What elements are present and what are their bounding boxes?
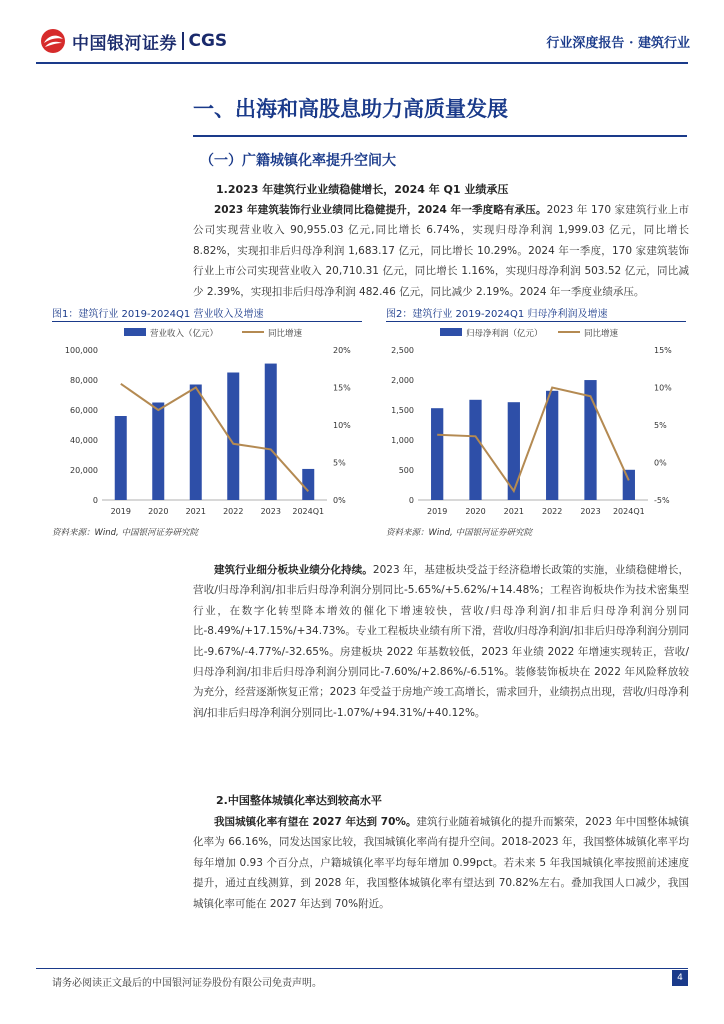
fig2-growth-line (437, 388, 629, 492)
fig1-y-right-tick: 10% (333, 421, 351, 430)
fig1-y-right-tick: 20% (333, 346, 351, 355)
galaxy-logo-icon (40, 28, 66, 54)
fig1-bar-2019 (115, 416, 127, 500)
logo-separator (182, 32, 184, 50)
logo-english-name: CGS (188, 31, 228, 51)
fig2-y-right-tick: 0% (654, 458, 667, 468)
fig1-y-right-tick: 15% (333, 383, 351, 393)
logo-chinese-name: 中国银河证券 (72, 33, 177, 54)
fig1-y-left-tick: 40,000 (70, 436, 98, 445)
fig1-bar-2023 (265, 364, 277, 500)
fig1-y-right-tick: 5% (333, 458, 346, 468)
paragraph-2-lead: 建筑行业细分板块业绩分化持续。 (214, 564, 373, 576)
fig2-legend-bar-swatch (440, 328, 462, 336)
fig2-y-left-tick: 2,500 (391, 346, 414, 355)
fig1-legend-bar-label: 营业收入（亿元） (150, 329, 219, 339)
fig2-y-left-tick: 2,000 (391, 376, 414, 385)
fig1-y-left-tick: 80,000 (70, 376, 98, 385)
fig2-y-right-tick: 15% (654, 346, 672, 355)
page-number: 4 (672, 970, 688, 986)
fig2-x-tick-2019: 2019 (426, 507, 448, 516)
fig2-y-left-tick: 1,000 (391, 436, 414, 445)
fig2-x-tick-2024Q1: 2024Q1 (612, 507, 645, 516)
header-divider (36, 62, 688, 64)
fig1-legend-bar-swatch (124, 328, 146, 336)
section-subtitle: （一）广籍城镇化率提升空间大 (200, 153, 396, 169)
fig2-y-left-tick: 1,500 (391, 406, 414, 415)
fig1-y-right-tick: 0% (333, 496, 346, 505)
fig2-y-left-tick: 0 (408, 496, 414, 505)
fig1-y-left-tick: 20,000 (70, 466, 98, 475)
fig2-y-right-tick: -5% (654, 496, 670, 505)
figure-1-title: 图1：建筑行业 2019-2024Q1 营业收入及增速 (52, 309, 264, 319)
fig2-legend-bar-label: 归母净利润（亿元） (466, 329, 543, 339)
fig2-bar-2024Q1 (623, 470, 635, 500)
fig1-x-tick-2022: 2022 (223, 507, 244, 516)
fig2-y-right-tick: 10% (654, 383, 672, 393)
point-2-title: 2.中国整体城镇化率达到较高水平 (216, 794, 382, 807)
fig1-y-left-tick: 0 (92, 496, 98, 505)
paragraph-2-body: 2023 年，基建板块受益于经济稳增长政策的实施，业绩稳健增长，营收/归母净利润/扣非后归母净利润分别同比-5.65%/+5.62%/+14.48%；工程咨询板块作为技术密集型行业，在数字化转型降本增效的催化下增速较快，营收/归母净利润/扣非后归母净利润分别同比-8.49%/+17.15%/+34.73%。专业工程板块业绩有所下滑，营收/归母净利润/扣非后归母净利润分别同比-9.67%/-4.77%/-32.65%。房建板块 2022 年基数较低，2023 年业绩 2022 年增速实现转正，营收/归母净利润/扣非后归母净利润分别同比-7.60%/+2.86%/-6.51%。装修装饰板块在 2022 年风险释放较为充分，经营逐渐恢复正常；2023 年受益于房地产竣工高增长，需求回升，业绩拐点出现，营收/归母净利润/扣非后归母净利润分别同比-1.07%/+94.31%/+40.12%。 (193, 564, 689, 719)
fig1-y-left-tick: 100,000 (64, 346, 98, 355)
fig1-x-tick-2023: 2023 (260, 507, 281, 516)
paragraph-1-body: 2023 年 170 家建筑行业上市公司实现营业收入 90,955.03 亿元,同比增长 6.74%，实现归母净利润 1,999.03 亿元，同比增长 8.82%，实现扣非后归母净利润 1,683.17 亿元，同比增长 10.29%。2024 年一季度，170 家建筑装饰行业上市公司实现营业收入 20,710.31 亿元，同比增长 1.16%，实现归母净利润 503.52 亿元，同比减少 2.39%，实现扣非后归母净利润 482.46 亿元，同比减少 2.19%。2024 年一季度业绩承压。 (193, 204, 689, 298)
footer-disclaimer: 请务必阅读正文最后的中国银河证券股份有限公司免责声明。 (52, 978, 322, 989)
brand-logo (40, 28, 227, 54)
fig1-bar-2021 (190, 385, 202, 501)
paragraph-1 (193, 200, 689, 302)
figure-1-chart (52, 322, 362, 522)
fig1-legend-line-label: 同比增速 (268, 329, 303, 339)
point-1-title: 1.2023 年建筑行业业绩稳健增长，2024 年 Q1 业绩承压 (216, 183, 509, 196)
figure-2-source: 资料来源：Wind, 中国银河证券研究院 (386, 528, 532, 538)
paragraph-1-lead: 2023 年建筑装饰行业业绩同比稳健提升，2024 年一季度略有承压。 (214, 204, 547, 216)
fig2-bar-2019 (431, 408, 443, 500)
fig1-y-left-tick: 60,000 (70, 406, 98, 415)
fig2-y-right-tick: 5% (654, 421, 667, 430)
figure-2 (386, 305, 686, 543)
figure-2-title: 图2：建筑行业 2019-2024Q1 归母净利润及增速 (386, 309, 608, 319)
footer-divider (36, 968, 688, 969)
paragraph-2 (193, 560, 689, 723)
fig2-x-tick-2020: 2020 (465, 507, 486, 516)
fig2-bar-2020 (469, 400, 481, 500)
fig1-bar-2024Q1 (302, 469, 314, 500)
fig2-x-tick-2021: 2021 (503, 507, 525, 516)
fig2-x-tick-2022: 2022 (541, 507, 563, 516)
paragraph-3-body: 建筑行业随着城镇化的提升而繁荣，2023 年中国整体城镇化率为 66.16%，同发达国家比较，我国城镇化率尚有提升空间。2018-2023 年，我国整体城镇化率平均每年增加 0.93 个百分点，户籍城镇化率平均每年增加 0.99pct。若未来 5 年我国城镇化率按照前述速度提升，通过直线测算，到 2028 年，我国整体城镇化率有望达到 70.82%左右。叠加我国人口减少，我国城镇化率可能在 2027 年达到 70%附近。 (193, 816, 689, 910)
report-type-label: 行业深度报告 · 建筑行业 (546, 36, 690, 51)
fig2-legend-line-label: 同比增速 (584, 329, 619, 339)
fig1-x-tick-2021: 2021 (185, 507, 206, 516)
fig2-bar-2022 (546, 391, 558, 500)
fig1-x-tick-2020: 2020 (148, 507, 169, 516)
section-title: 一、出海和高股息助力高质量发展 (193, 96, 508, 121)
fig1-x-tick-2019: 2019 (110, 507, 131, 516)
fig1-bar-2020 (152, 403, 164, 501)
figure-2-chart (386, 322, 686, 522)
fig2-x-tick-2023: 2023 (580, 507, 601, 516)
section-title-underline (193, 135, 687, 137)
fig1-x-tick-2024Q1: 2024Q1 (292, 507, 325, 516)
fig2-y-left-tick: 500 (398, 466, 414, 475)
paragraph-3-lead: 我国城镇化率有望在 2027 年达到 70%。 (214, 816, 417, 828)
figure-1-source: 资料来源：Wind, 中国银河证券研究院 (52, 528, 198, 538)
fig1-growth-line (121, 384, 308, 492)
figure-1 (52, 305, 362, 543)
paragraph-3 (193, 812, 689, 914)
